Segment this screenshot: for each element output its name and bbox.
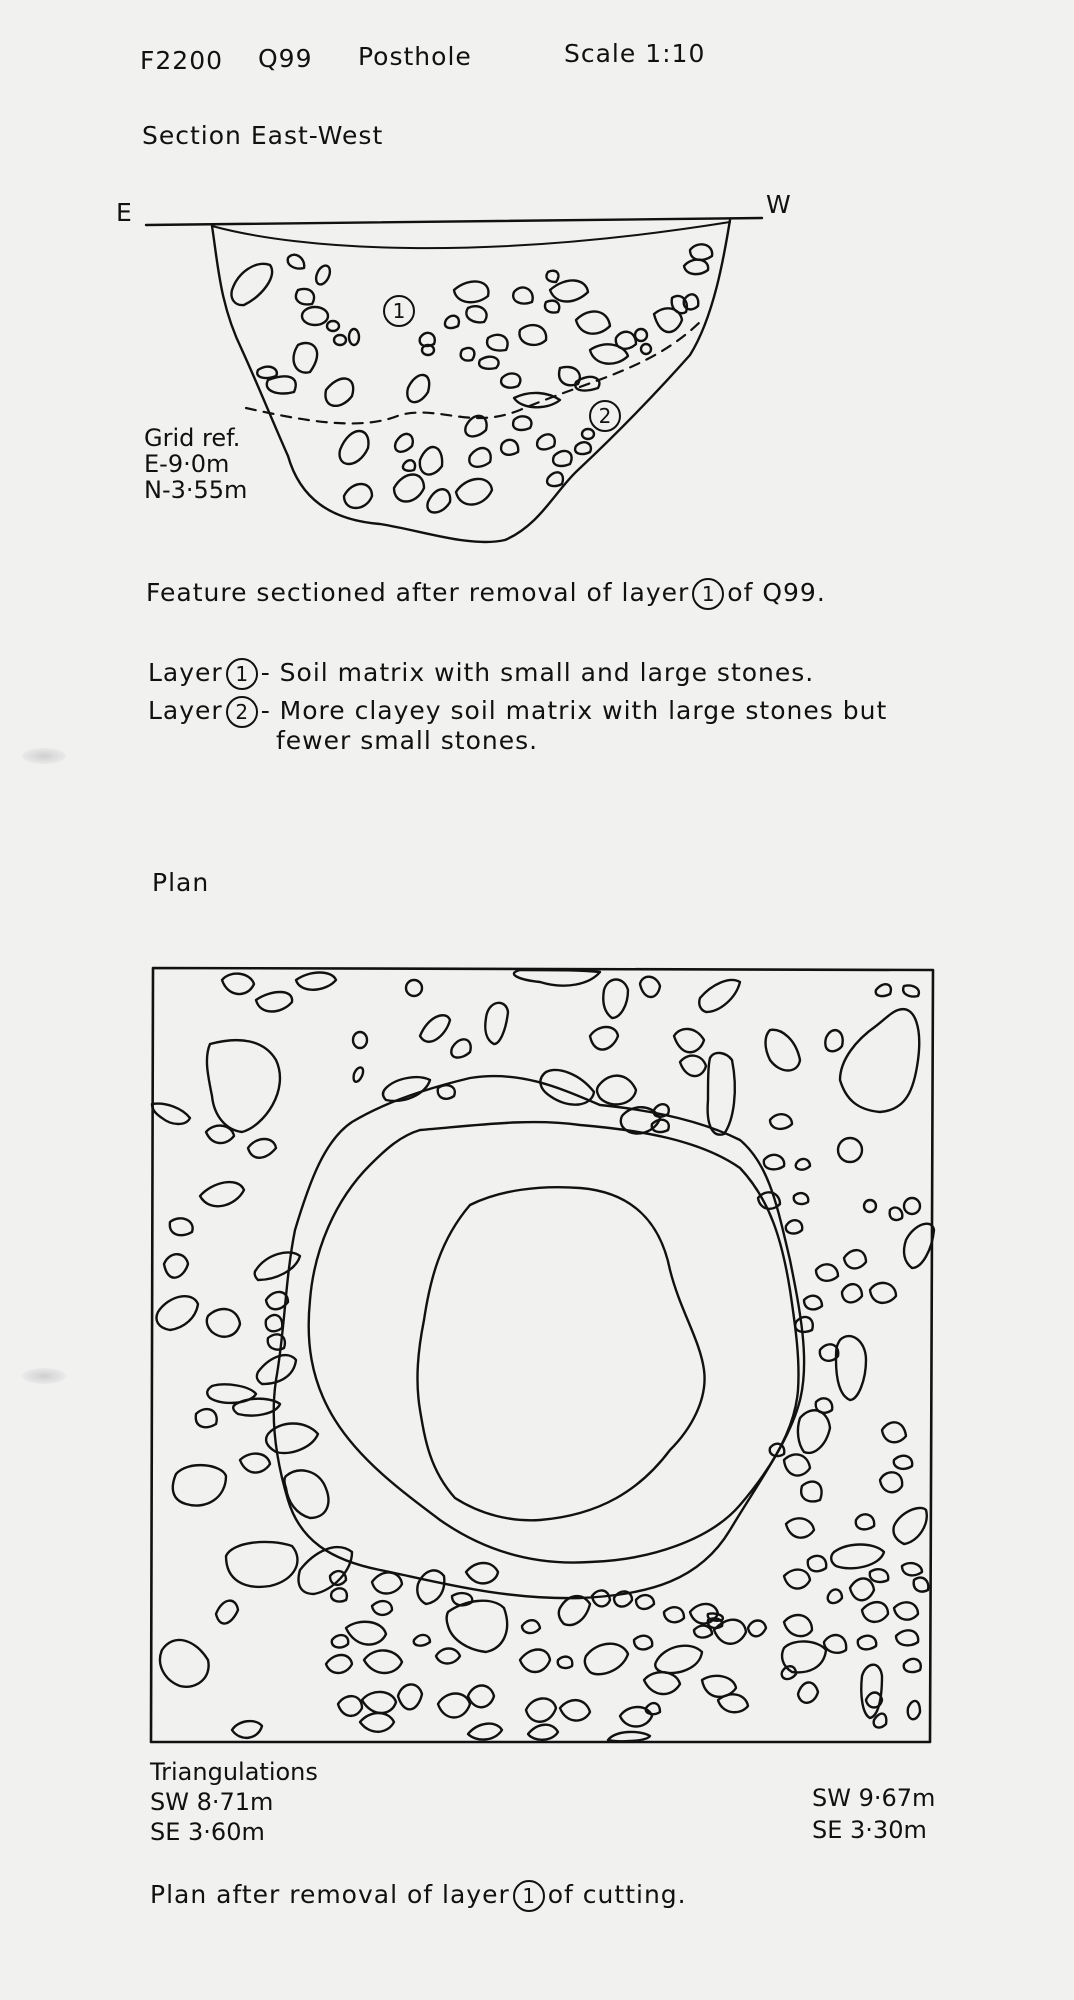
triangulation-left-sw: SW 8·71m bbox=[150, 1788, 274, 1816]
legend-layer1: Layer 1 - Soil matrix with small and large stones. bbox=[148, 658, 814, 690]
feature-type: Posthole bbox=[358, 42, 472, 71]
drawing-scale: Scale 1:10 bbox=[564, 39, 706, 68]
section-caption: Feature sectioned after removal of layer 1 of Q99. bbox=[146, 578, 826, 610]
plan-caption: Plan after removal of layer 1 of cutting. bbox=[150, 1880, 687, 1912]
plan-base bbox=[417, 1187, 704, 1520]
grid-ref-east: E-9·0m bbox=[144, 450, 230, 478]
triangulations-title: Triangulations bbox=[150, 1758, 318, 1786]
triangulation-right-sw: SW 9·67m bbox=[812, 1784, 936, 1812]
grid-ref-title: Grid ref. bbox=[144, 424, 241, 452]
grid-ref-north: N-3·55m bbox=[144, 476, 248, 504]
plan-title: Plan bbox=[152, 868, 210, 897]
feature-number: F2200 bbox=[140, 46, 224, 75]
east-label: E bbox=[116, 198, 133, 227]
layer1-marker: 1 bbox=[380, 295, 418, 327]
west-label: W bbox=[766, 190, 792, 219]
layer2-marker: 2 bbox=[586, 400, 624, 432]
plan-stones bbox=[152, 970, 934, 1741]
triangulation-left-se: SE 3·60m bbox=[150, 1818, 265, 1846]
section-title: Section East-West bbox=[142, 121, 384, 150]
legend-layer2: Layer 2 - More clayey soil matrix with large stones but bbox=[148, 696, 887, 728]
legend-layer2-continued: fewer small stones. bbox=[276, 726, 539, 755]
triangulation-right-se: SE 3·30m bbox=[812, 1816, 927, 1844]
context-number: Q99 bbox=[258, 44, 313, 73]
